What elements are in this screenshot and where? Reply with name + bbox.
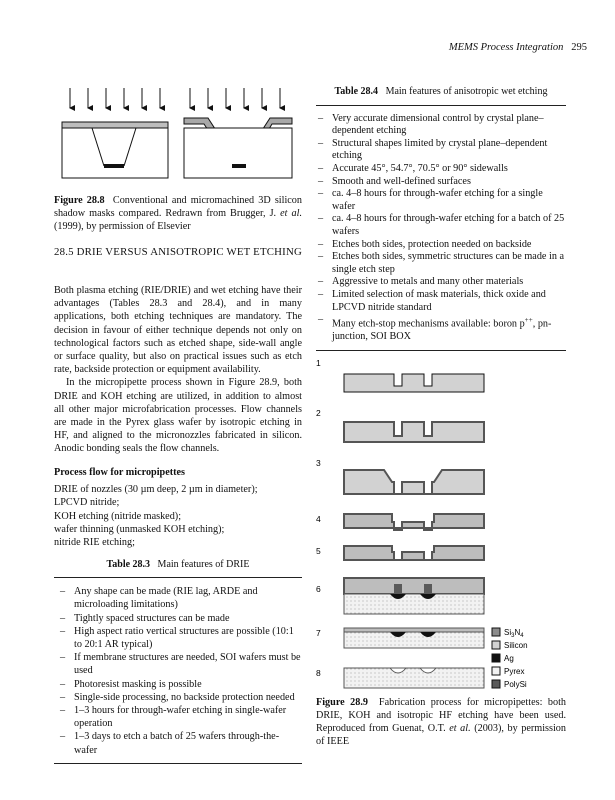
process-line: LPCVD nitride;	[54, 497, 120, 509]
figure-28-9-drawing	[314, 352, 568, 692]
step-5-wafer	[344, 546, 484, 560]
legend-polysi: PolySi	[504, 680, 527, 689]
table-28-3	[54, 558, 302, 764]
step-label: 3	[316, 458, 321, 468]
process-heading: Process flow for micropipettes	[54, 467, 185, 478]
legend-swatch-polysi	[492, 680, 500, 688]
step-7-pyrex	[344, 632, 484, 648]
table-item: – Etches both sides, symmetric structures can be made in a single etch step	[318, 251, 566, 276]
figure-label: Figure 28.8	[54, 195, 105, 206]
step-label: 5	[316, 546, 321, 556]
figure-label: Figure 28.9	[316, 697, 368, 708]
table-item: – Any shape can be made (RIE lag, ARDE and microloading limitations)	[60, 585, 302, 611]
last-item-b: , pn-junction, SOI BOX	[332, 318, 552, 343]
table-item: – Etches both sides, protection needed on backside	[318, 239, 566, 252]
process-line: KOH etching (nitride masked);	[54, 510, 182, 522]
table-item: – Limited selection of mask materials, thick oxide and LPCVD nitride standard	[318, 289, 566, 314]
figure-28-9-caption	[316, 696, 566, 748]
legend-pyrex: Pyrex	[504, 667, 525, 676]
legend-swatch-silicon	[492, 641, 500, 649]
section-heading: 28.5 DRIE VERSUS ANISOTROPIC WET ETCHING	[54, 246, 302, 258]
table-item: – Photoresist masking is possible	[60, 678, 302, 691]
table-item: – 1–3 days to etch a batch of 25 wafers through-the-wafer	[60, 730, 302, 756]
step-label: 2	[316, 408, 321, 418]
last-item-a: Many etch-stop mechanisms available: boron p	[332, 318, 525, 330]
caption-text-end: (1999), by permission of Elsevier	[54, 221, 191, 233]
table-item: – Very accurate dimensional control by crystal plane–dependent etching	[318, 113, 566, 138]
table-item: – Smooth and well-defined surfaces	[318, 176, 566, 189]
step-8-wafer	[344, 578, 484, 594]
caption-text-end: (2003), by permission of IEEE	[316, 723, 566, 747]
step-1-wafer	[344, 374, 484, 392]
header-title: MEMS Process Integration	[448, 42, 564, 53]
step-label: 6	[316, 584, 321, 594]
caption-text: Conventional and micromachined 3D silicon shadow masks compared. Redrawn from Brugger, J.	[54, 195, 302, 220]
page-number: 295	[571, 42, 587, 53]
table-label: Table 28.4	[334, 86, 379, 97]
legend-swatch-nitride	[492, 628, 500, 636]
step-8-pyrex	[344, 594, 484, 614]
process-line: nitride RIE etching;	[54, 537, 135, 549]
last-item-sup: ++	[524, 316, 533, 325]
table-item: – If membrane structures are needed, SOI wafers must be used	[60, 651, 302, 677]
table-item	[318, 314, 566, 344]
step-7-membrane	[344, 628, 484, 632]
table-title: Main features of anisotropic wet etching	[385, 86, 548, 97]
table-item: – High aspect ratio vertical structures are possible (10:1 to 20:1 AR typical)	[60, 625, 302, 651]
step-label: 4	[316, 514, 321, 524]
process-flow	[54, 466, 302, 549]
figure-28-8-caption	[54, 194, 302, 234]
step-label: 7	[316, 628, 321, 638]
table-item: – Single-side processing, no backside protection needed	[60, 691, 302, 704]
step-label: 1	[316, 358, 321, 368]
running-header	[449, 42, 587, 53]
paragraph-1: Both plasma etching (RIE/DRIE) and wet etching have their advantages (Tables 28.3 and 28.4), and in many applications, both etching techniques are mandatory. The decision in favour of either technique depends not only on technological factors such as etched shape, side-wall angle or surface quality, but also on practical issues such as etch rate, backside protection or equipment availability.	[54, 285, 302, 376]
process-line: wafer thinning (unmasked KOH etching);	[54, 523, 225, 535]
legend-si3n4: $Si_3N_4$	[504, 628, 524, 639]
table-item: – ca. 4–8 hours for through-wafer etching for a batch of 25 wafers	[318, 213, 566, 238]
caption-text: Fabrication process for micropipettes: both DRIE, KOH and isotropic HF etching have been used. Reproduced from Guenat, O.T.	[316, 697, 566, 734]
table-28-4	[316, 86, 566, 351]
figure-28-8-drawing	[58, 86, 296, 186]
legend-swatch-ag	[492, 654, 500, 662]
table-item: – Accurate 45°, 54.7°, 70.5° or 90° sidewalls	[318, 163, 566, 176]
table-title: Main features of DRIE	[157, 559, 250, 570]
caption-etal: et al.	[449, 723, 471, 734]
step-4-wafer	[344, 514, 484, 530]
body-text	[54, 284, 302, 456]
table-item: – Aggressive to metals and many other materials	[318, 276, 566, 289]
step-6-pyrex	[344, 668, 484, 688]
legend-silicon: Silicon	[504, 641, 528, 650]
table-item: – Tightly spaced structures can be made	[60, 612, 302, 625]
step-2-wafer	[344, 422, 484, 442]
caption-etal: et al.	[280, 208, 302, 220]
table-item: – ca. 4–8 hours for through-wafer etching for a single wafer	[318, 188, 566, 213]
paragraph-2: In the micropipette process shown in Figure 28.9, both DRIE and KOH etching are utilized, in addition to almost all other major microfabrication processes. Flow channels are made in the Pyrex glass wafer by isotropic etching in HF, and aligned to the micronozzles fabricated in silicon. Anodic bonding seals the flow channels.	[54, 377, 302, 455]
step-label: 8	[316, 668, 321, 678]
step-3-wafer	[344, 470, 484, 494]
process-line: DRIE of nozzles (30 µm deep, 2 µm in diameter);	[54, 484, 258, 496]
legend-ag: Ag	[504, 654, 514, 663]
legend-swatch-pyrex	[492, 667, 500, 675]
table-label: Table 28.3	[106, 559, 151, 570]
table-item: – Structural shapes limited by crystal plane–dependent etching	[318, 138, 566, 163]
table-item: – 1–3 hours for through-wafer etching in single-wafer operation	[60, 704, 302, 730]
